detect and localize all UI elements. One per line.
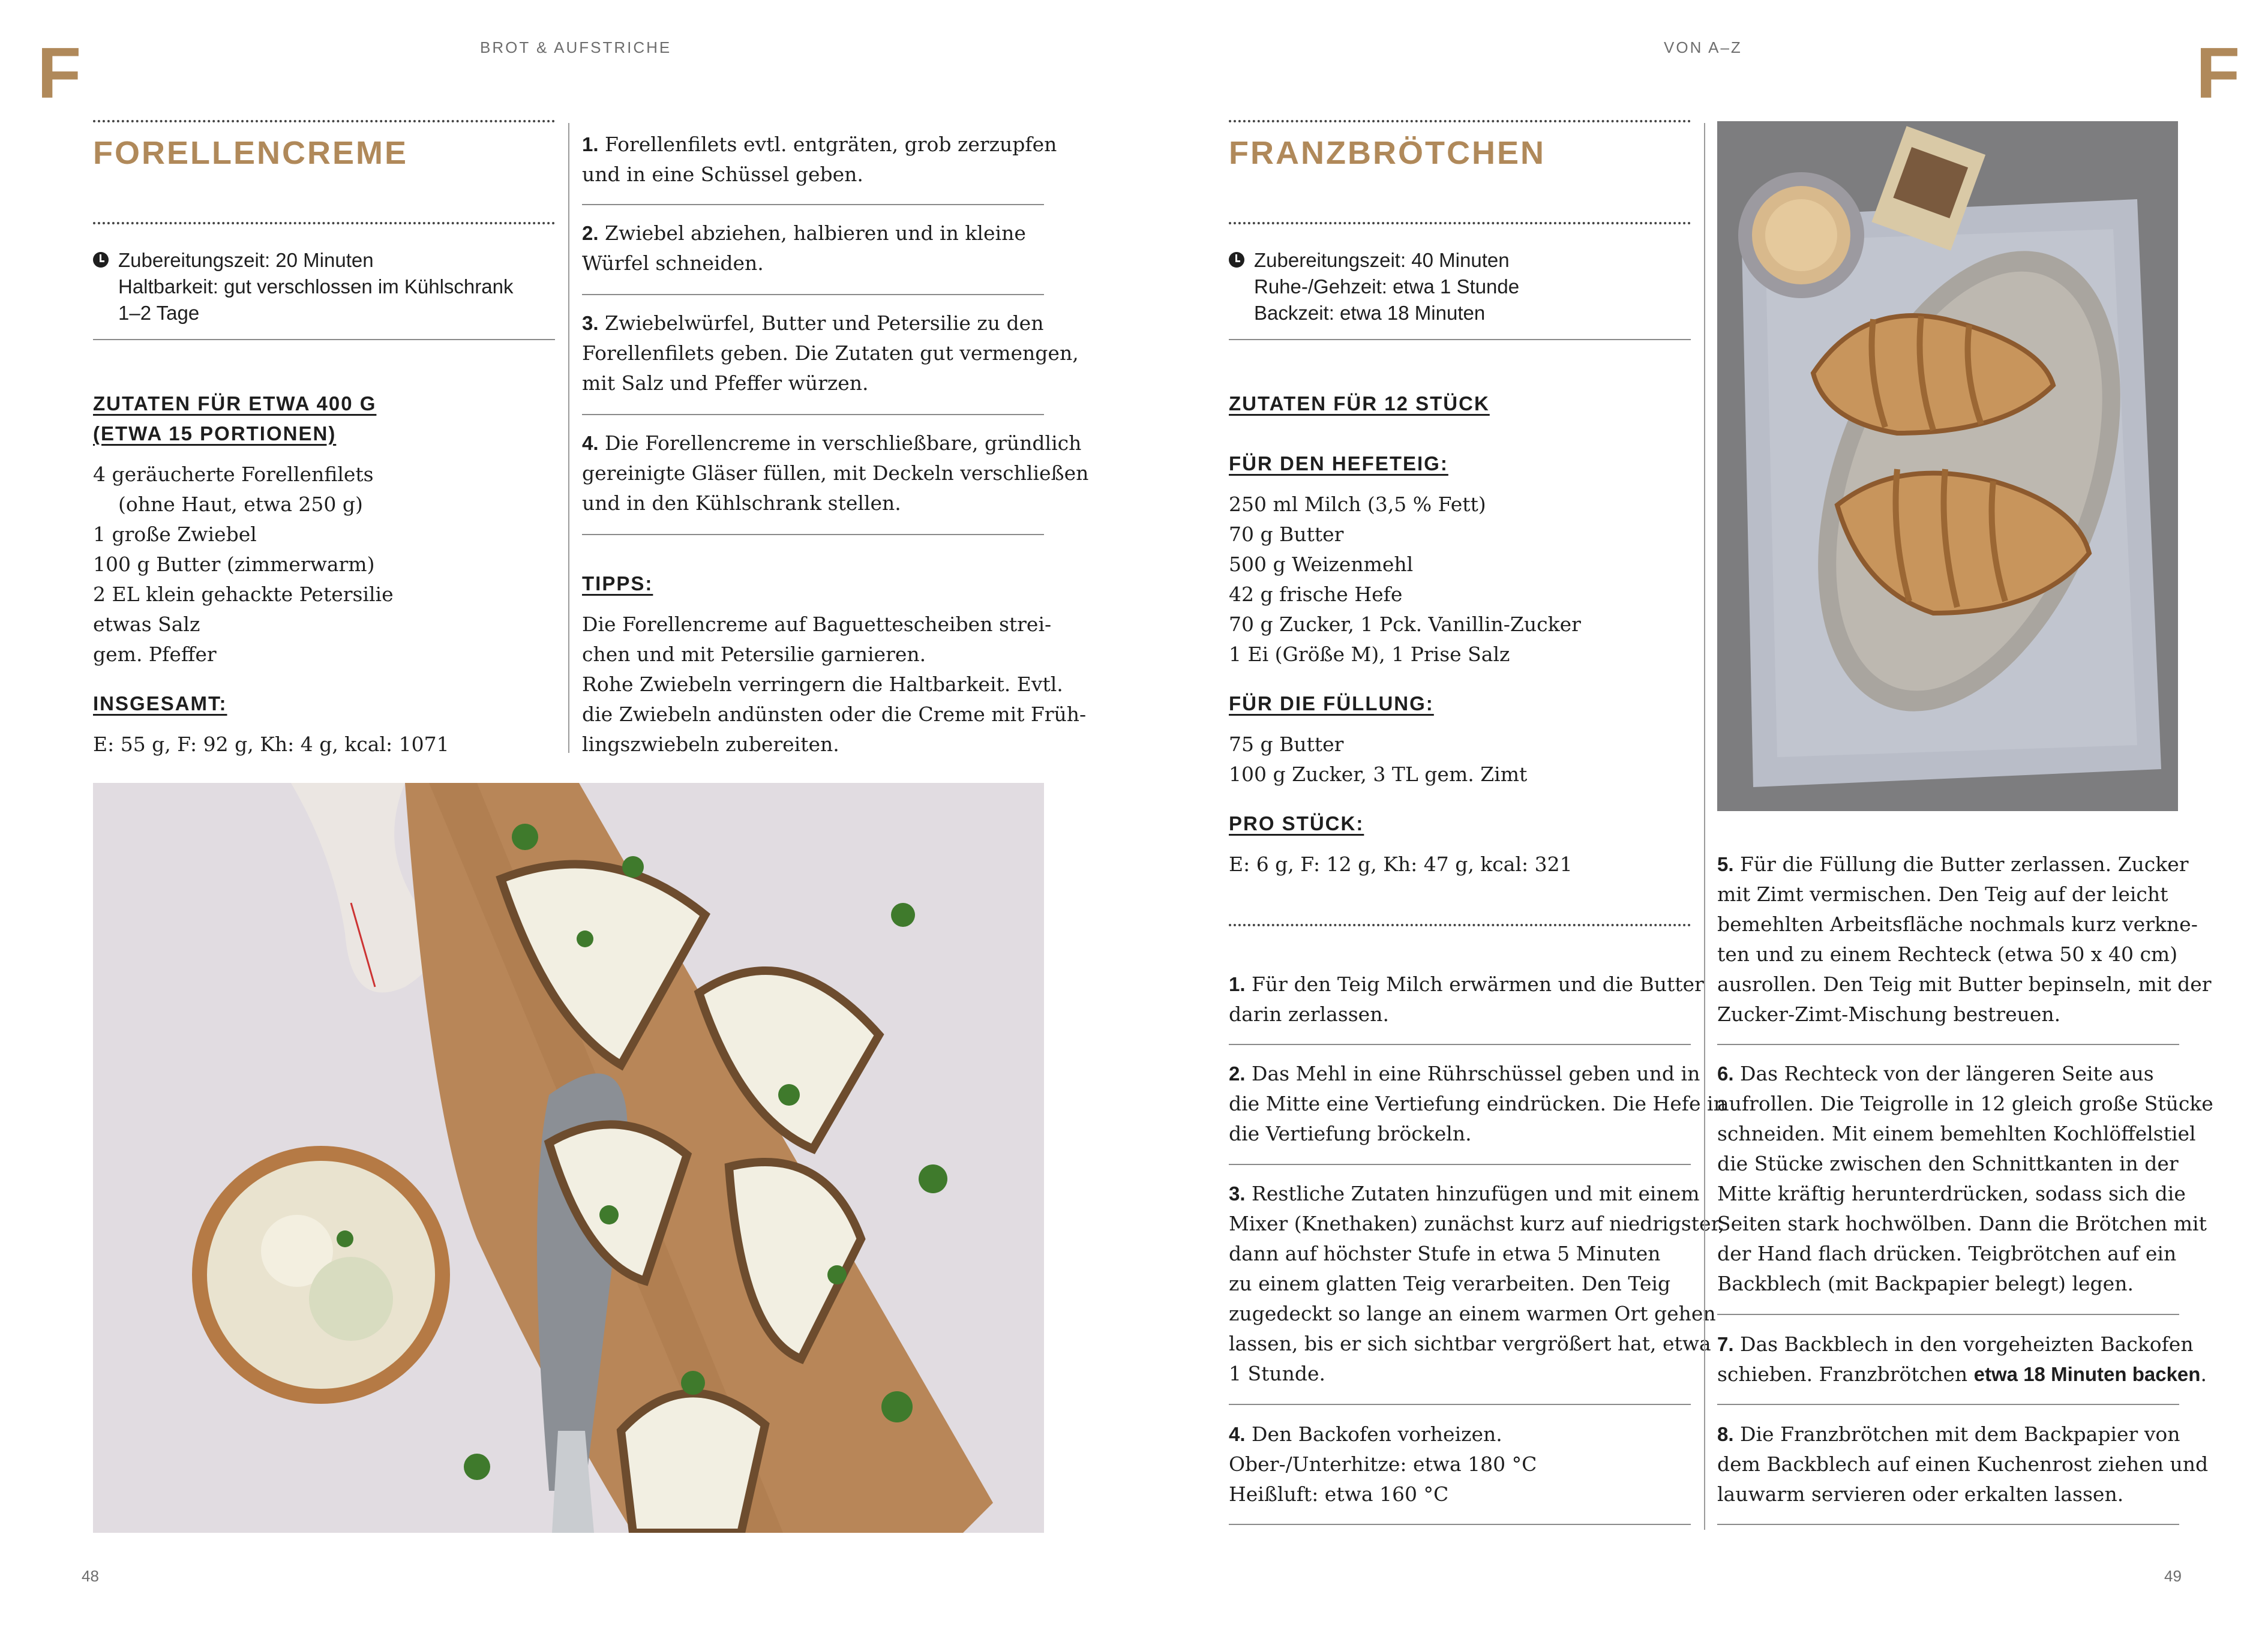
- per-piece-head: PRO STÜCK:: [1229, 812, 1364, 834]
- filling-list: [1229, 730, 1527, 790]
- step-5: 5. Für die Füllung die Butter zerlassen. Zucker mit Zimt vermischen. Den Teig auf der leicht bemehlten Arbeitsfläche nochmals kurz verkne- ten und zu einem Rechteck (etwa 50 x 40 cm) ausrollen. Den Teig mit Butter bepinseln, mit der Zucker-Zimt-Mischung bestreuen.: [1717, 852, 2212, 1026]
- section-rule: [1229, 924, 1691, 926]
- ingredient: gem. Pfeffer: [93, 643, 217, 666]
- meta-line: Haltbarkeit: gut verschlossen im Kühlschrank: [118, 275, 514, 298]
- ingredients-head: ZUTATEN FÜR ETWA 400 G (ETWA 15 PORTIONEN): [93, 392, 377, 445]
- chapter-letter-right: F: [2196, 33, 2240, 113]
- page-number-left: 48: [82, 1567, 99, 1585]
- page-number-right: 49: [2164, 1567, 2182, 1585]
- step-2: 2. Zwiebel abziehen, halbieren und in kleine Würfel schneiden.: [582, 221, 1026, 275]
- divider: [1717, 1044, 2179, 1045]
- ingredient: 100 g Butter (zimmerwarm): [93, 553, 375, 576]
- chapter-letter-left: F: [37, 33, 82, 113]
- step-7: 7. Das Backblech in den vorgeheizten Backofen schieben. Franzbrötchen etwa 18 Minuten backen.: [1717, 1332, 2207, 1386]
- divider: [1229, 1044, 1691, 1045]
- step-1: 1. Forellenfilets evtl. entgräten, grob zerzupfen und in eine Schüssel geben.: [582, 133, 1057, 186]
- ingredient: 70 g Zucker, 1 Pck. Vanillin-Zucker: [1229, 613, 1581, 636]
- filling-head: FÜR DIE FÜLLUNG:: [1229, 692, 1434, 715]
- ingredient: 100 g Zucker, 3 TL gem. Zimt: [1229, 763, 1528, 786]
- recipe-meta: [93, 247, 555, 326]
- column-divider: [1704, 123, 1705, 1530]
- ingredient: (ohne Haut, etwa 250 g): [118, 493, 363, 516]
- divider: [582, 204, 1044, 205]
- title-rule-top: [93, 120, 555, 122]
- divider: [582, 294, 1044, 295]
- dough-head: FÜR DEN HEFETEIG:: [1229, 452, 1448, 475]
- divider: [1717, 1404, 2179, 1405]
- step-4: 4. Die Forellencreme in verschließbare, gründlich gereinigte Gläser füllen, mit Deckeln verschließen und in den Kühlschrank stellen.: [582, 431, 1089, 515]
- step-3: 3. Restliche Zutaten hinzufügen und mit einem Mixer (Knethaken) zunächst kurz auf niedrigster, dann auf höchster Stufe in etwa 5 Minuten zu einem glatten Teig verarbeiten. Den Teig zugedeckt so lange an einem warmen Ort gehen lassen, bis er sich sichtbar vergrößert hat, etwa 1 Stunde.: [1229, 1182, 1725, 1385]
- ingredient: 75 g Butter: [1229, 733, 1344, 756]
- recipe-title: FORELLENCREME: [93, 135, 408, 171]
- tips-text: Die Forellencreme auf Baguettescheiben strei- chen und mit Petersilie garnieren. Rohe Zwiebeln verringern die Haltbarkeit. Evtl. die Zwiebeln andünsten oder die Creme mit Früh- lingszwiebeln zubereiten.: [582, 613, 1087, 756]
- step-4: 4. Den Backofen vorheizen. Ober-/Unterhitze: etwa 180 °C Heißluft: etwa 160 °C: [1229, 1422, 1537, 1506]
- divider: [1229, 1164, 1691, 1165]
- ingredient: 500 g Weizenmehl: [1229, 553, 1414, 576]
- divider: [93, 339, 555, 340]
- ingredient: 1 Ei (Größe M), 1 Prise Salz: [1229, 643, 1510, 666]
- tips-head: TIPPS:: [582, 572, 653, 595]
- title-rule-bottom: [93, 222, 555, 224]
- ingredient: 250 ml Milch (3,5 % Fett): [1229, 493, 1486, 516]
- forellencreme-photo-image: [93, 783, 1044, 1533]
- nutrition-head: INSGESAMT:: [93, 692, 227, 715]
- divider: [1229, 1524, 1691, 1525]
- step-8: 8. Die Franzbrötchen mit dem Backpapier von dem Backblech auf einen Kuchenrost ziehen und lauwarm servieren oder erkalten lassen.: [1717, 1422, 2209, 1506]
- dough-list: [1229, 490, 1581, 670]
- running-head-left: BROT & AUFSTRICHE: [480, 38, 672, 56]
- ingredient: 70 g Butter: [1229, 523, 1344, 546]
- divider: [582, 414, 1044, 415]
- ingredient: 4 geräucherte Forellenfilets: [93, 463, 374, 486]
- franzbroetchen-photo-image: [1717, 121, 2178, 811]
- title-rule-top: [1229, 120, 1691, 122]
- step-2: 2. Das Mehl in eine Rührschüssel geben und in die Mitte eine Vertiefung eindrücken. Die Hefe in die Vertiefung bröckeln.: [1229, 1062, 1726, 1145]
- nutrition-values: E: 55 g, F: 92 g, Kh: 4 g, kcal: 1071: [93, 733, 449, 756]
- ingredient: etwas Salz: [93, 613, 200, 636]
- meta-line: Backzeit: etwa 18 Minuten: [1254, 302, 1486, 324]
- divider: [582, 534, 1044, 535]
- step-6: 6. Das Rechteck von der längeren Seite aus aufrollen. Die Teigrolle in 12 gleich große Stücke schneiden. Mit einem bemehlten Kochlöffelstiel die Stücke zwischen den Schnittkanten in der Mitte kräftig herunterdrücken, sodass sich die Seiten stark hochwölben. Dann die Brötchen mit der Hand flach drücken. Teigbrötchen auf ein Backblech (mit Backpapier belegt) legen.: [1717, 1062, 2213, 1295]
- forellencreme-photo: [93, 783, 1044, 1533]
- clock-icon: [93, 252, 109, 268]
- ingredient: 1 große Zwiebel: [93, 523, 257, 546]
- step-3: 3. Zwiebelwürfel, Butter und Petersilie zu den Forellenfilets geben. Die Zutaten gut vermengen, mit Salz und Pfeffer würzen.: [582, 311, 1079, 395]
- divider: [1229, 339, 1691, 340]
- running-head-right: VON A–Z: [1664, 38, 1742, 56]
- ingredients-list: [93, 460, 394, 670]
- recipe-meta: [1229, 247, 1691, 326]
- meta-line: Ruhe-/Gehzeit: etwa 1 Stunde: [1254, 275, 1520, 298]
- ingredients-head: ZUTATEN FÜR 12 STÜCK: [1229, 392, 1490, 415]
- divider: [1717, 1524, 2179, 1525]
- ingredient: 2 EL klein gehackte Petersilie: [93, 583, 394, 606]
- meta-line: Zubereitungszeit: 40 Minuten: [1254, 249, 1510, 271]
- ingredient: 42 g frische Hefe: [1229, 583, 1403, 606]
- recipe-title: FRANZBRÖTCHEN: [1229, 135, 1546, 171]
- column-divider: [568, 123, 569, 753]
- title-rule-bottom: [1229, 222, 1691, 224]
- clock-icon: [1229, 252, 1244, 268]
- meta-line: Zubereitungszeit: 20 Minuten: [118, 249, 374, 271]
- franzbroetchen-photo: [1717, 121, 2178, 811]
- divider: [1717, 1314, 2179, 1315]
- meta-line: 1–2 Tage: [118, 302, 200, 324]
- per-piece-values: E: 6 g, F: 12 g, Kh: 47 g, kcal: 321: [1229, 852, 1573, 876]
- step-1: 1. Für den Teig Milch erwärmen und die Butter darin zerlassen.: [1229, 972, 1704, 1026]
- divider: [1229, 1404, 1691, 1405]
